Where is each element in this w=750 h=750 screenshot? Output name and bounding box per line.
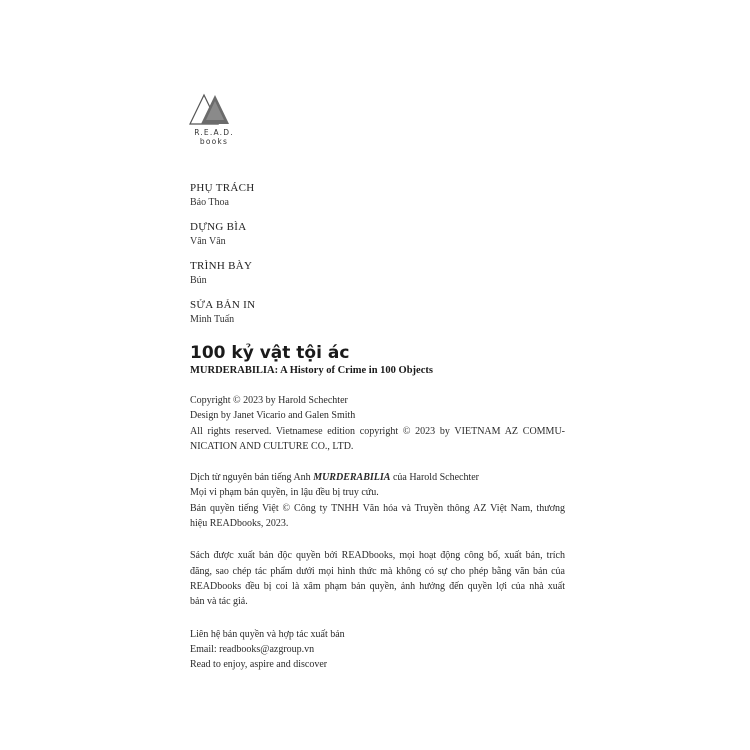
credit-name: Vân Vân: [190, 236, 226, 247]
translation-prefix: Dịch từ nguyên bản tiếng Anh: [190, 472, 311, 484]
rights-notice-line: Sách được xuất bản độc quyền bởi READbooks, mọi hoạt động công bố, xuất bản, trích: [190, 550, 565, 562]
triangle-logo-icon: [187, 92, 241, 128]
original-title: MURDERABILIA: [313, 472, 391, 484]
vn-rights-line: Bản quyền tiếng Việt © Công ty TNHH Văn hóa và Truyền thông AZ Việt Nam, thương: [190, 502, 565, 514]
credit-name: Minh Tuấn: [190, 314, 235, 325]
vn-rights-line-cont: hiệu READbooks, 2023.: [190, 518, 289, 530]
slogan: Read to enjoy, aspire and discover: [190, 659, 328, 671]
book-subtitle: MURDERABILIA: A History of Crime in 100 Objects: [190, 365, 433, 376]
rights-notice-line: bản và tác giả.: [190, 596, 248, 608]
rights-notice-block: [190, 548, 565, 609]
contact-block: [190, 627, 565, 673]
content-column: [190, 180, 565, 672]
rights-notice-line: READbooks đều bị coi là xâm phạm bản quyền, ảnh hưởng đến quyền lợi của nhà xuất: [190, 580, 565, 592]
translation-block: [190, 470, 565, 531]
copyright-block: [190, 393, 565, 454]
contact-email: Email: readbooks@azgroup.vn: [190, 643, 315, 655]
credit-role: SỬA BẢN IN: [190, 299, 256, 311]
credit-item: [190, 297, 565, 327]
logo-line-1: R.E.A.D.: [194, 128, 234, 137]
book-title: 100 kỷ vật tội ác: [190, 343, 350, 363]
credit-item: [190, 258, 565, 288]
rights-reserved-line: All rights reserved. Vietnamese edition copyright © 2023 by VIETNAM AZ COMMU-: [190, 425, 565, 437]
credit-item: [190, 219, 565, 249]
logo-line-2: books: [199, 137, 229, 146]
design-credit-line: Design by Janet Vicario and Galen Smith: [190, 410, 356, 422]
credit-name: Bảo Thoa: [190, 197, 229, 208]
contact-heading: Liên hệ bản quyền và hợp tác xuất bản: [190, 628, 345, 640]
read-books-logo: [187, 92, 241, 150]
credit-item: [190, 180, 565, 210]
translation-line: [190, 470, 565, 485]
credit-name: Bún: [190, 275, 207, 286]
rights-reserved-line-cont: NICATION AND CULTURE CO., LTD.: [190, 440, 354, 452]
rights-notice-line: đăng, sao chép tác phẩm dưới mọi hình thức mà không có sự cho phép bằng văn bản của: [190, 565, 565, 577]
copyright-line: Copyright © 2023 by Harold Schechter: [190, 395, 348, 406]
translation-suffix: của Harold Schechter: [392, 472, 480, 484]
logo-text: [187, 128, 241, 146]
credit-role: PHỤ TRÁCH: [190, 182, 255, 194]
credit-role: DỰNG BÌA: [190, 221, 247, 233]
piracy-notice: Mọi vi phạm bản quyền, in lậu đều bị truy cứu.: [190, 487, 379, 499]
credit-role: TRÌNH BÀY: [190, 260, 253, 272]
